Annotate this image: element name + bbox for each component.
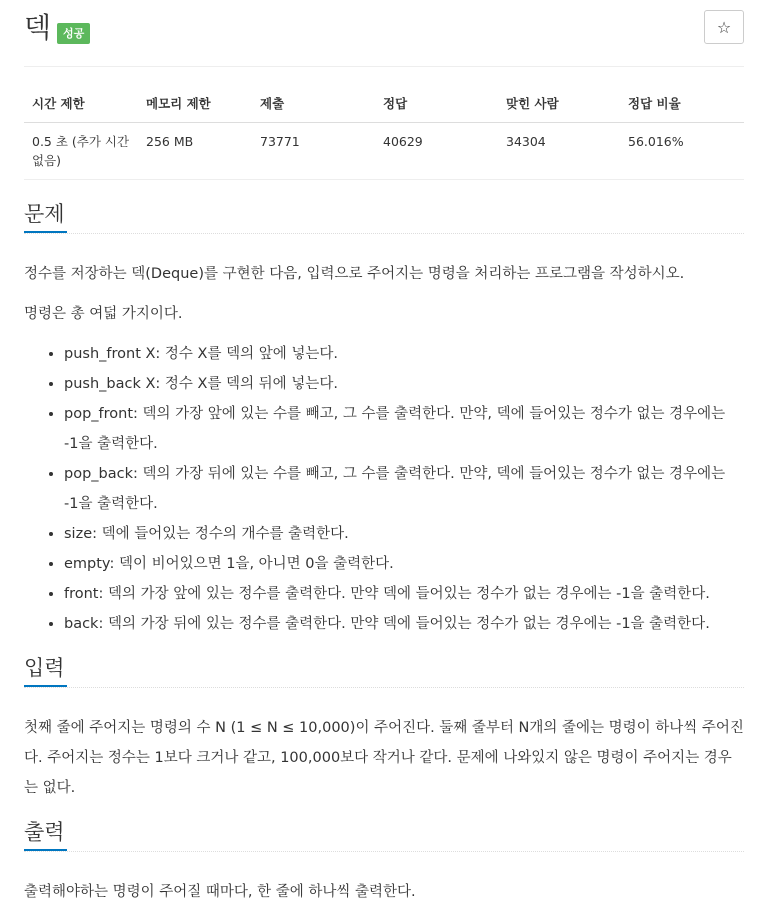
- star-icon: ☆: [716, 17, 732, 37]
- accepted-value: 40629: [375, 123, 498, 180]
- page-title: 덱: [24, 11, 52, 44]
- problem-section-title: 문제: [24, 197, 67, 233]
- header-time-limit: 시간 제한: [24, 84, 138, 123]
- problem-header: [24, 0, 744, 67]
- solved-users-value: 34304: [498, 123, 620, 180]
- list-item: • pop_back: 덱의 가장 뒤에 있는 수를 빼고, 그 수를 출력한다. 만약, 덱에 들어있는 정수가 없는 경우에는 -1을 출력한다.: [64, 459, 744, 519]
- table-row: [24, 123, 744, 180]
- header-solved-users: 맞힌 사람: [498, 84, 620, 123]
- problem-section-header: [24, 197, 744, 234]
- list-item: • size: 덱에 들어있는 정수의 개수를 출력한다.: [64, 519, 744, 549]
- header-accepted: 정답: [375, 84, 498, 123]
- time-limit-value: 0.5 초 (추가 시간 없음): [24, 123, 138, 180]
- list-item: • pop_front: 덱의 가장 앞에 있는 수를 빼고, 그 수를 출력한다. 만약, 덱에 들어있는 정수가 없는 경우에는 -1을 출력한다.: [64, 399, 744, 459]
- header-memory-limit: 메모리 제한: [138, 84, 252, 123]
- list-item: • front: 덱의 가장 앞에 있는 정수를 출력한다. 만약 덱에 들어있는 정수가 없는 경우에는 -1을 출력한다.: [64, 579, 744, 609]
- status-badge: 성공: [57, 23, 90, 44]
- input-section-header: [24, 651, 744, 688]
- output-description: 출력해야하는 명령이 주어질 때마다, 한 줄에 하나씩 출력한다.: [24, 884, 416, 900]
- output-section-header: [24, 815, 744, 852]
- header-submissions: 제출: [252, 84, 375, 123]
- list-item: • empty: 덱이 비어있으면 1을, 아니면 0을 출력한다.: [64, 549, 744, 579]
- problem-info-table: [24, 84, 744, 180]
- memory-limit-value: 256 MB: [138, 123, 252, 180]
- command-list: [24, 339, 744, 639]
- list-item: • back: 덱의 가장 뒤에 있는 정수를 출력한다. 만약 덱에 들어있는 정수가 없는 경우에는 -1을 출력한다.: [64, 609, 744, 639]
- output-section-title: 출력: [24, 815, 67, 851]
- list-item: • push_back X: 정수 X를 덱의 뒤에 넣는다.: [64, 369, 744, 399]
- submissions-value: 73771: [252, 123, 375, 180]
- header-accept-ratio: 정답 비율: [620, 84, 744, 123]
- problem-description: 정수를 저장하는 덱(Deque)를 구현한 다음, 입력으로 주어지는 명령을 처리하는 프로그램을 작성하시오.: [24, 266, 685, 282]
- list-item: • push_front X: 정수 X를 덱의 앞에 넣는다.: [64, 339, 744, 369]
- problem-command-intro: 명령은 총 여덟 가지이다.: [24, 306, 183, 322]
- star-button[interactable]: [704, 10, 744, 44]
- input-section-title: 입력: [24, 651, 67, 687]
- table-header-row: [24, 84, 744, 123]
- input-description: 첫째 줄에 주어지는 명령의 수 N (1 ≤ N ≤ 10,000)이 주어진다. 둘째 줄부터 N개의 줄에는 명령이 하나씩 주어진다. 주어지는 정수는 1보다 크거나 같고, 100,000보다 작거나 같다. 문제에 나와있지 않은 명령이 주어지는 경우는 없다.: [24, 720, 744, 796]
- accept-ratio-value: 56.016%: [620, 123, 744, 180]
